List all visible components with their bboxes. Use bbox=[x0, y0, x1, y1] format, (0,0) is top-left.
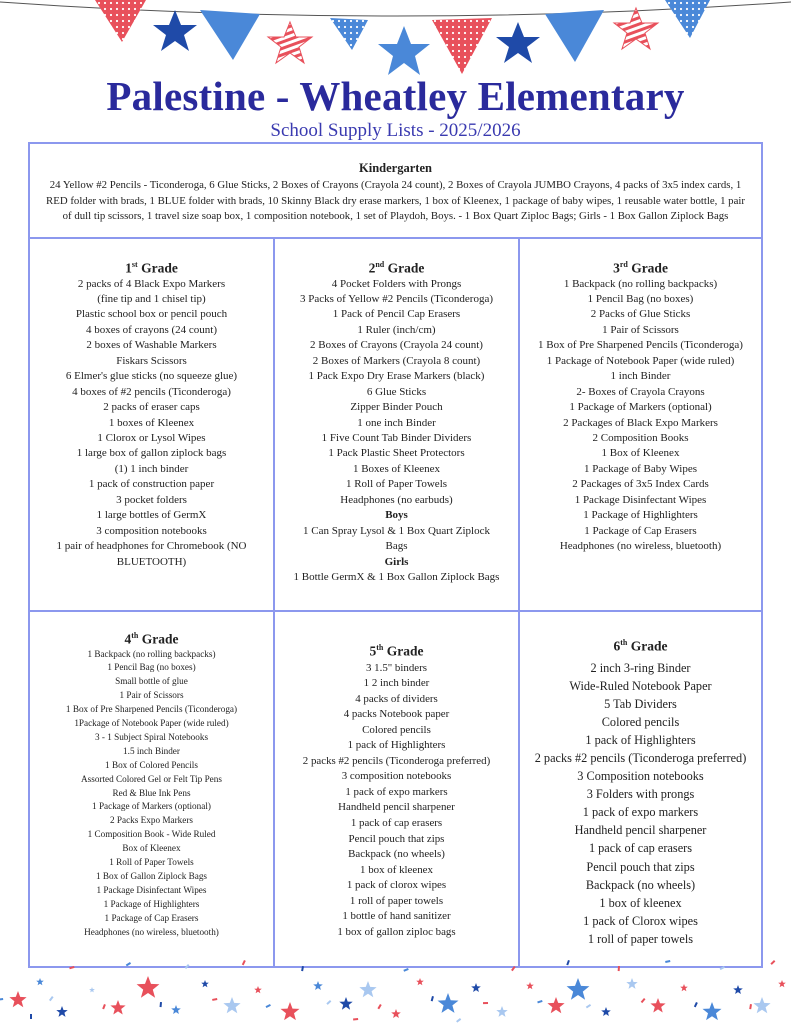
supply-item: 1 Boxes of Kleenex bbox=[352, 462, 441, 475]
supply-item: 4 Pocket Folders with Prongs bbox=[331, 277, 462, 290]
supply-item: 5 Tab Dividers bbox=[604, 696, 677, 711]
supply-item: Pencil pouch that zips bbox=[586, 859, 695, 874]
confetti-star-icon bbox=[201, 980, 209, 987]
kindergarten-heading: Kindergarten bbox=[359, 161, 432, 175]
supply-item: 1 Backpack (no rolling backpacks) bbox=[87, 648, 216, 659]
confetti-star-icon bbox=[526, 982, 534, 989]
grade-heading: 4th Grade bbox=[124, 631, 179, 647]
supply-item: 1 pack of expo markers bbox=[582, 805, 699, 820]
grade-4-section bbox=[30, 611, 274, 966]
confetti-star-icon bbox=[36, 978, 44, 985]
supply-item: 4 boxes of #2 pencils (Ticonderoga) bbox=[72, 385, 231, 398]
confetti-piece bbox=[456, 1018, 461, 1023]
supply-item: 1 box of kleenex bbox=[360, 863, 433, 876]
confetti-piece bbox=[537, 1000, 542, 1003]
confetti-star-icon bbox=[171, 1005, 181, 1014]
supply-item: 1 Clorox or Lysol Wipes bbox=[97, 432, 206, 445]
page-subtitle: School Supply Lists - 2025/2026 bbox=[270, 120, 521, 141]
supply-item: 2 boxes of Washable Markers bbox=[86, 339, 217, 352]
supply-item: 1 Package of Baby Wipes bbox=[584, 462, 697, 475]
supply-item: Zipper Binder Pouch bbox=[350, 401, 443, 414]
supply-item: 3 composition notebooks bbox=[341, 770, 452, 783]
supply-item: Backpack (no wheels) bbox=[348, 848, 445, 861]
grade-heading: 6th Grade bbox=[613, 638, 668, 654]
star-icon bbox=[153, 10, 197, 51]
confetti-piece bbox=[69, 966, 74, 969]
supply-item: 1Package of Notebook Paper (wide ruled) bbox=[74, 718, 229, 729]
confetti-star-icon bbox=[753, 997, 770, 1013]
supply-item: 1 Package of Markers (optional) bbox=[569, 401, 712, 414]
page-title: Palestine - Wheatley Elementary bbox=[106, 73, 685, 119]
supply-item: 1 box of kleenex bbox=[599, 895, 682, 910]
supply-item: 3 - 1 Subject Spiral Notebooks bbox=[94, 731, 209, 742]
confetti-star-icon bbox=[438, 993, 459, 1013]
flag-bunting-decoration bbox=[0, 0, 791, 80]
confetti-piece bbox=[30, 1014, 32, 1019]
star-icon bbox=[496, 22, 540, 63]
confetti-piece bbox=[377, 1004, 381, 1009]
supply-item: 1 pack of clorox wipes bbox=[346, 879, 447, 892]
supply-item: Headphones (no earbuds) bbox=[340, 493, 453, 506]
grade-2-section bbox=[274, 239, 519, 611]
confetti-star-icon bbox=[567, 978, 590, 1000]
confetti-star-icon bbox=[9, 991, 26, 1007]
supply-item: 1 Pencil Bag (no boxes) bbox=[587, 292, 694, 305]
confetti-star-icon bbox=[339, 997, 352, 1010]
supply-item: 1 Package of Cap Erasers bbox=[584, 524, 697, 537]
confetti-star-icon bbox=[254, 986, 262, 993]
confetti-piece bbox=[586, 1004, 591, 1008]
supply-item: 2 Boxes of Markers (Crayola 8 count) bbox=[312, 354, 481, 367]
supply-item: 1 Roll of Paper Towels bbox=[109, 857, 194, 868]
supply-item: 1 pack of cap erasers bbox=[350, 816, 443, 829]
supply-item: 1 Box of Pre Sharpened Pencils (Ticonderoga) bbox=[538, 339, 743, 352]
confetti-piece bbox=[266, 1004, 271, 1008]
grade-heading: 5th Grade bbox=[369, 643, 424, 659]
supply-item: 1 Package of Notebook Paper (wide ruled) bbox=[546, 354, 735, 367]
confetti-piece bbox=[353, 1018, 358, 1021]
supply-list-grid bbox=[28, 142, 763, 968]
supply-item: 1 Ruler (inch/cm) bbox=[357, 323, 436, 336]
supply-item: 1 large bottles of GermX bbox=[96, 509, 207, 522]
supply-list bbox=[30, 277, 273, 571]
confetti-piece bbox=[185, 964, 190, 969]
confetti-piece bbox=[326, 1000, 331, 1005]
supply-item: Wide-Ruled Notebook Paper bbox=[569, 678, 712, 693]
supply-item: 1 2 inch binder bbox=[363, 677, 430, 690]
confetti-piece bbox=[694, 1002, 698, 1007]
supply-item: 1 pack of Highlighters bbox=[347, 739, 446, 752]
confetti-piece bbox=[49, 996, 54, 1001]
confetti-piece bbox=[242, 960, 246, 965]
bunting-flag bbox=[665, 0, 710, 38]
supply-item: 1 Bottle GermX & 1 Box Gallon Ziplock Bags bbox=[293, 571, 500, 584]
supply-item: 6 Elmer's glue sticks (no squeeze glue) bbox=[65, 370, 238, 383]
confetti-piece bbox=[483, 1002, 488, 1004]
confetti-star-icon bbox=[359, 981, 376, 997]
bunting-flag bbox=[200, 10, 260, 60]
supply-item: 1 Box of Gallon Ziplock Bags bbox=[95, 871, 207, 881]
supply-item: Handheld pencil sharpener bbox=[338, 801, 455, 814]
supply-item: 3 Composition notebooks bbox=[577, 769, 704, 784]
supply-item: Colored pencils bbox=[362, 723, 431, 736]
supply-item: 1 Package of Markers (optional) bbox=[92, 801, 211, 812]
supply-item: 2 packs #2 pencils (Ticonderoga preferred) bbox=[302, 754, 491, 767]
supply-item: 3 1.5" binders bbox=[365, 661, 427, 674]
bunting-flag bbox=[545, 10, 604, 62]
supply-list bbox=[30, 648, 273, 940]
confetti-piece bbox=[102, 1004, 106, 1009]
confetti-star-icon bbox=[650, 998, 665, 1013]
supply-item: 4 boxes of crayons (24 count) bbox=[85, 323, 218, 336]
supply-item: 1 Pair of Scissors bbox=[602, 323, 679, 336]
supply-item: Assorted Colored Gel or Felt Tip Pens bbox=[81, 773, 222, 784]
supply-item: 1 Package Disinfectant Wipes bbox=[96, 884, 207, 895]
supply-item: Pencil pouch that zips bbox=[348, 832, 445, 845]
supply-item: 2 Boxes of Crayons (Crayola 24 count) bbox=[310, 339, 483, 352]
confetti-star-icon bbox=[680, 984, 688, 991]
bunting-flag bbox=[330, 18, 368, 50]
supply-item: Fiskars Scissors bbox=[116, 354, 187, 367]
supply-item: 3 composition notebooks bbox=[96, 524, 207, 537]
confetti-star-icon bbox=[56, 1006, 67, 1017]
supply-item: Handheld pencil sharpener bbox=[574, 823, 707, 838]
supply-item: 1 box of gallon ziploc bags bbox=[337, 925, 456, 938]
supply-item: Small bottle of glue bbox=[115, 676, 188, 687]
star-icon bbox=[378, 26, 430, 75]
confetti-piece bbox=[431, 996, 434, 1001]
confetti-star-icon bbox=[313, 981, 323, 990]
bunting-flag bbox=[95, 0, 146, 42]
supply-item: 1 pack of Highlighters bbox=[585, 732, 696, 747]
grade-3-section bbox=[519, 239, 761, 611]
confetti-piece bbox=[720, 966, 725, 970]
supply-item: 1 Can Spray Lysol & 1 Box Quart Ziplock Bags bbox=[303, 524, 490, 553]
confetti-star-icon bbox=[89, 987, 95, 992]
supply-item: 1 inch Binder bbox=[610, 370, 671, 383]
supply-item: 1 Pack Expo Dry Erase Markers (black) bbox=[308, 370, 485, 383]
grade-heading: 3rd Grade bbox=[613, 260, 668, 276]
kindergarten-section bbox=[30, 144, 761, 239]
supply-item: 1 Five Count Tab Binder Dividers bbox=[321, 432, 472, 445]
supply-item: 1 pack of cap erasers bbox=[588, 841, 693, 856]
supply-item: Red & Blue Ink Pens bbox=[112, 787, 191, 798]
supply-item: 1 roll of paper towels bbox=[349, 894, 444, 907]
supply-item: Headphones (no wireless, bluetooth) bbox=[84, 926, 219, 937]
supply-item: 2- Boxes of Crayola Crayons bbox=[576, 385, 705, 398]
supply-item: Boys bbox=[385, 509, 408, 522]
confetti-star-icon bbox=[703, 1002, 722, 1020]
confetti-piece bbox=[160, 1002, 162, 1007]
confetti-star-icon bbox=[416, 978, 424, 985]
grade-heading: 1st Grade bbox=[125, 260, 178, 276]
bunting-flag bbox=[432, 18, 492, 74]
supply-item: 4 packs of dividers bbox=[355, 692, 438, 705]
confetti-star-icon bbox=[281, 1002, 300, 1020]
supply-item: 1 pair of headphones for Chromebook (NO BLUETOOTH) bbox=[56, 540, 247, 568]
supply-item: 2 packs #2 pencils (Ticonderoga preferred) bbox=[534, 750, 747, 765]
supply-item: 2 packs of eraser caps bbox=[103, 401, 200, 414]
confetti-star-icon bbox=[547, 997, 564, 1013]
star-icon bbox=[614, 8, 658, 49]
supply-item: 1 Pair of Scissors bbox=[119, 690, 184, 701]
confetti-piece bbox=[403, 968, 408, 972]
supply-item: (fine tip and 1 chisel tip) bbox=[97, 292, 206, 305]
confetti-piece bbox=[749, 1004, 752, 1009]
supply-item: 3 Folders with prongs bbox=[586, 787, 695, 802]
supply-item: Headphones (no wireless, bluetooth) bbox=[559, 540, 722, 553]
confetti-piece bbox=[566, 960, 570, 965]
supply-item: Girls bbox=[384, 555, 409, 568]
supply-item: 2 packs of 4 Black Expo Markers bbox=[77, 277, 226, 290]
supply-item: 1 Box of Kleenex bbox=[601, 447, 680, 460]
supply-item: 1 Box of Colored Pencils bbox=[105, 759, 198, 770]
supply-item: 1 Pack of Pencil Cap Erasers bbox=[332, 308, 461, 321]
supply-item: Plastic school box or pencil pouch bbox=[75, 308, 228, 321]
supply-item: 1 Backpack (no rolling backpacks) bbox=[563, 277, 718, 290]
confetti-star-icon bbox=[110, 1000, 125, 1015]
supply-item: 2 inch 3-ring Binder bbox=[590, 660, 691, 675]
supply-item: (1) 1 inch binder bbox=[114, 462, 189, 475]
confetti-star-icon bbox=[626, 978, 637, 989]
supply-item: 6 Glue Sticks bbox=[366, 385, 427, 398]
star-icon bbox=[268, 22, 312, 63]
confetti-star-icon bbox=[778, 980, 786, 987]
supply-item: 1 pack of expo markers bbox=[345, 785, 448, 798]
supply-item: 1 Pack Plastic Sheet Protectors bbox=[328, 447, 465, 460]
supply-item: 1 pack of Clorox wipes bbox=[583, 913, 698, 928]
grade-heading: 2nd Grade bbox=[368, 260, 425, 276]
confetti-piece bbox=[126, 962, 131, 966]
supply-item: 1 boxes of Kleenex bbox=[108, 416, 195, 429]
supply-item: 2 Packages of Black Expo Markers bbox=[563, 416, 718, 429]
supply-list bbox=[275, 661, 518, 941]
supply-item: 1 Pencil Bag (no boxes) bbox=[107, 662, 196, 673]
supply-item: 1 Package of Cap Erasers bbox=[104, 912, 199, 923]
confetti-piece bbox=[301, 966, 304, 971]
supply-item: 2 Packs Expo Markers bbox=[110, 815, 193, 826]
supply-list bbox=[520, 659, 761, 949]
supply-item: 3 Packs of Yellow #2 Pencils (Ticonderoga) bbox=[300, 292, 493, 305]
supply-item: 4 packs Notebook paper bbox=[343, 708, 450, 721]
supply-item: 3 pocket folders bbox=[116, 493, 187, 506]
confetti-piece bbox=[212, 998, 217, 1001]
supply-item: Backpack (no wheels) bbox=[585, 877, 696, 892]
supply-item: Colored pencils bbox=[601, 714, 680, 729]
supply-list bbox=[275, 277, 518, 586]
supply-item: 1 Package of Highlighters bbox=[583, 509, 698, 522]
supply-item: Box of Kleenex bbox=[122, 843, 181, 854]
supply-item: 1 Package Disinfectant Wipes bbox=[574, 493, 707, 506]
supply-item: 1 bottle of hand sanitizer bbox=[342, 910, 451, 923]
grade-1-section bbox=[30, 239, 274, 611]
confetti-star-icon bbox=[471, 983, 481, 992]
supply-item: 1 roll of paper towels bbox=[587, 931, 694, 946]
supply-item: 2 Packs of Glue Sticks bbox=[590, 308, 691, 321]
supply-item: 2 Packages of 3x5 Index Cards bbox=[572, 478, 709, 491]
confetti-star-icon bbox=[391, 1009, 401, 1018]
supply-item: 1 one inch Binder bbox=[357, 416, 436, 429]
confetti-piece bbox=[0, 998, 3, 1001]
star-confetti-decoration bbox=[0, 960, 791, 1024]
supply-item: 1 Composition Book - Wide Ruled bbox=[87, 829, 216, 840]
grade-5-section bbox=[274, 611, 519, 966]
grade-6-section bbox=[519, 611, 761, 966]
confetti-piece bbox=[641, 998, 646, 1003]
supply-item: 1 Box of Pre Sharpened Pencils (Ticonderoga) bbox=[65, 704, 238, 715]
confetti-star-icon bbox=[601, 1007, 611, 1016]
confetti-star-icon bbox=[733, 985, 743, 994]
confetti-piece bbox=[618, 966, 620, 971]
supply-item: 2 Composition Books bbox=[592, 432, 689, 445]
supply-item: 1 pack of construction paper bbox=[88, 478, 215, 491]
confetti-piece bbox=[511, 966, 516, 971]
confetti-star-icon bbox=[137, 976, 160, 998]
kindergarten-list: 24 Yellow #2 Pencils - Ticonderoga, 6 Glue Sticks, 2 Boxes of Crayons (Crayola 24 count), 2 Boxes of Crayola JUMBO Crayons, 4 packs of 3x5 index cards, 1 RED folder with brads, 1 BLUE folder with brads, 10 Skinny Black dry erase markers, 1 box of Kleenex, 1 package of baby wipes, 1 reusable water bottle, 1 pair of dull tip scissors, 1 travel size soap box, 1 composition notebook, 1 set of Playdoh, Boys. - 1 Box Quart Ziploc Bags; Girls - 1 Box Gallon Ziplock Bags bbox=[46, 179, 745, 222]
confetti-piece bbox=[665, 960, 670, 963]
confetti-star-icon bbox=[223, 997, 240, 1013]
supply-item: 1 Roll of Paper Towels bbox=[345, 478, 448, 491]
confetti-star-icon bbox=[496, 1006, 507, 1017]
supply-item: 1 large box of gallon ziplock bags bbox=[76, 447, 227, 460]
supply-item: 1 Package of Highlighters bbox=[103, 898, 200, 909]
supply-item: 1.5 inch Binder bbox=[123, 745, 180, 756]
supply-list bbox=[520, 277, 761, 555]
confetti-piece bbox=[770, 960, 775, 965]
